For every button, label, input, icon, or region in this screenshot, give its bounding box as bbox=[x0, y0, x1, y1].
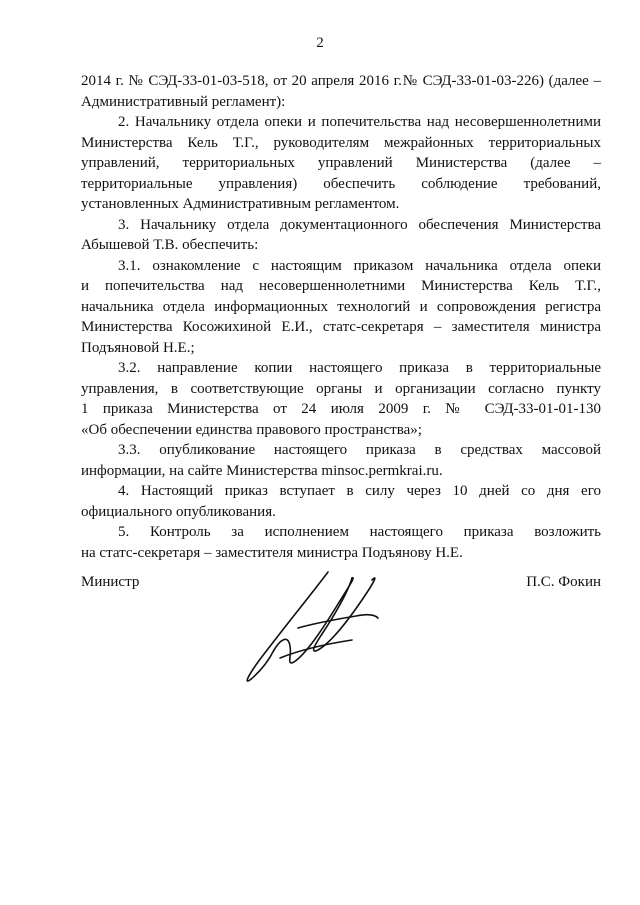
text-line: начальника отдела информационных технологий и сопровождения регистра bbox=[81, 298, 601, 315]
text-line: 2014 г. № СЭД-33-01-03-518, от 20 апреля 2016 г.№ СЭД-33-01-03-226) (далее – bbox=[81, 73, 601, 89]
paragraph-item-2 bbox=[81, 112, 601, 215]
text-line: 5. Контроль за исполнением настоящего приказа возложить bbox=[118, 524, 601, 540]
paragraph-item-3 bbox=[81, 215, 601, 256]
text-line: Административный регламент): bbox=[81, 93, 286, 110]
text-line: управления, в соответствующие органы и организации согласно пункту bbox=[81, 380, 601, 397]
signatory-name: П.С. Фокин bbox=[526, 574, 601, 590]
paragraph-item-3-3 bbox=[81, 440, 601, 481]
text-line: Министерства Косожихиной Е.И., статс-секретаря – заместителя министра bbox=[81, 319, 601, 335]
text-line: 2. Начальнику отдела опеки и попечительства над несовершеннолетними bbox=[118, 114, 601, 130]
text-line: 3.2. направление копии настоящего приказа в территориальные bbox=[118, 360, 601, 376]
text-line: 3.3. опубликование настоящего приказа в средствах массовой bbox=[118, 442, 601, 458]
document-body bbox=[81, 71, 601, 563]
paragraph-item-3-1 bbox=[81, 256, 601, 359]
paragraph-item-5 bbox=[81, 522, 601, 563]
paragraph-item-3-2 bbox=[81, 358, 601, 440]
text-line: Подъяновой Н.Е.; bbox=[81, 339, 195, 356]
text-line: информации, на сайте Министерства minsoc.permkrai.ru. bbox=[81, 462, 443, 479]
text-line: установленных Административным регламентом. bbox=[81, 196, 400, 212]
text-line: 3. Начальнику отдела документационного обеспечения Министерства bbox=[118, 216, 601, 233]
text-line: территориальные управления) обеспечить соблюдение требований, bbox=[81, 175, 601, 192]
text-line: официального опубликования. bbox=[81, 503, 276, 520]
paragraph-regulation-continued bbox=[81, 71, 601, 112]
text-line: «Об обеспечении единства правового пространства»; bbox=[81, 421, 422, 438]
text-line: 4. Настоящий приказ вступает в силу через 10 дней со дня его bbox=[118, 483, 601, 499]
signature-stroke bbox=[298, 615, 378, 628]
text-line: 1 приказа Министерства от 24 июля 2009 г. № СЭД-33-01-01-130 bbox=[81, 401, 601, 417]
text-line: Абышевой Т.В. обеспечить: bbox=[81, 237, 259, 253]
text-line: 3.1. ознакомление с настоящим приказом начальника отдела опеки bbox=[118, 257, 601, 274]
handwritten-signature bbox=[240, 558, 390, 688]
text-line: и попечительства над несовершеннолетними Министерства Кель Т.Г., bbox=[81, 278, 601, 294]
signatory-title: Министр bbox=[81, 574, 140, 590]
text-line: Министерства Кель Т.Г., руководителям межрайонных территориальных bbox=[81, 134, 601, 151]
text-line: на статс-секретаря – заместителя министра Подъянову Н.Е. bbox=[81, 544, 463, 561]
signature-stroke bbox=[247, 572, 328, 681]
paragraph-item-4 bbox=[81, 481, 601, 522]
page-number: 2 bbox=[316, 35, 324, 51]
text-line: управлений, территориальных управлений Министерства (далее – bbox=[81, 155, 601, 171]
